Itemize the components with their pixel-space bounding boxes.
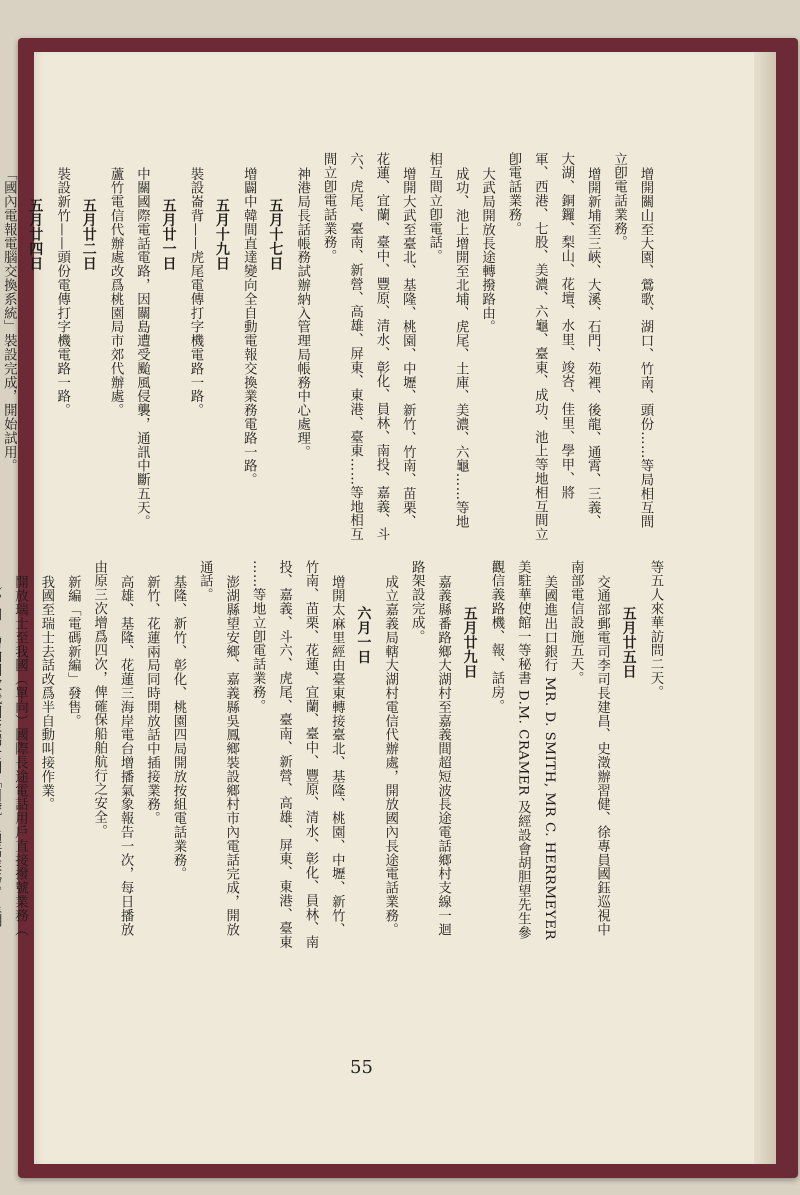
text-column: 成功、池上增開至北埔、虎尾、土庫、美濃、六龜……等地 bbox=[453, 167, 469, 529]
text-column: 交通部郵電司李司長建昌、史澂辦習健、徐專員國鈺巡視中 bbox=[594, 575, 610, 937]
text-column: 增開新埔至三峽、大溪、石門、苑裡、後龍、通霄、三義、 bbox=[585, 167, 601, 529]
text-column: 新編「電碼新編」發售。 bbox=[65, 575, 81, 728]
text-column: 等五人來華訪問二天。 bbox=[648, 560, 663, 699]
date-heading: 五月廿九日 bbox=[461, 606, 478, 679]
text-column: 竹南、苗栗、花蓮、宜蘭、臺中、豐原、清水、彰化、員林、南 bbox=[302, 560, 318, 950]
text-column: 高雄、基隆、花蓮三海岸電台增播氣象報告一次，每日播放 bbox=[118, 575, 134, 937]
text-column: 澎湖縣望安鄉、嘉義縣吳鳳鄉裝設鄉村市內電話完成，開放 bbox=[223, 575, 239, 937]
text-column: 增開太麻里經由臺東轉接臺北、基隆、桃園、中壢、新竹、 bbox=[329, 575, 345, 937]
text-column: 大武局開放長途轉撥路由。 bbox=[479, 167, 495, 334]
text-column: 裝設新竹——頭份電傳打字機電路一路。 bbox=[54, 167, 70, 418]
text-column: 神港局長話帳務試辦納入管理局帳務中心處理。 bbox=[294, 167, 310, 459]
top-text-block bbox=[1, 152, 653, 622]
date-heading: 六月一日 bbox=[355, 606, 372, 664]
text-column: 嘉義縣番路鄉大湖村至嘉義間超短波長途電話鄉村支線一迴 bbox=[435, 575, 451, 937]
text-column: 立卽電話業務。 bbox=[611, 152, 627, 250]
page-number: 55 bbox=[350, 1057, 373, 1078]
text-column: ……等地立卽電話業務。 bbox=[250, 560, 266, 713]
text-column: 中關國際電話電路，因關島遭受颱風侵襲，通訊中斷五天。 bbox=[134, 167, 150, 529]
text-column: 新竹、花蓮兩局同時開放話中插接業務。 bbox=[144, 575, 160, 826]
text-column: 蘆竹電信代辦處改爲桃園局市郊代辦處。 bbox=[108, 167, 124, 418]
text-column: 南部電信設施五天。 bbox=[568, 560, 584, 686]
date-heading: 五月廿二日 bbox=[80, 198, 97, 271]
text-column: 間立卽電話業務。 bbox=[321, 152, 337, 264]
text-column: 路架設完成。 bbox=[409, 560, 425, 644]
text-column: 花蓮、宜蘭、臺中、豐原、清水、彰化、員林、南投、嘉義、斗 bbox=[373, 152, 389, 542]
text-column: 裝設崙背——虎尾電傳打字機電路一路。 bbox=[187, 167, 203, 418]
text-column: 開放瑞士至我國（單向）國際長途電話用戶直接撥號業務（ bbox=[12, 575, 28, 937]
text-column: 通話。 bbox=[197, 560, 213, 602]
text-column: 美駐華使館一等秘書 D.M. CRAMER 及經設會胡胆望先生參 bbox=[515, 560, 531, 940]
page-gutter bbox=[754, 52, 776, 1164]
text-column: 「國內電報電腦交換系統」裝設完成，開始試用。 bbox=[1, 167, 17, 473]
date-heading: 五月十七日 bbox=[267, 198, 284, 271]
text-column: 六、虎尾、臺南、新營、高雄、屏東、東港、臺東……等地相互 bbox=[347, 152, 363, 542]
text-column: 大湖、銅鑼、梨山、花壇、水里、竣峇、佳里、學甲、將 bbox=[558, 152, 574, 500]
text-column: 觀信義路機、報、話房。 bbox=[488, 560, 504, 713]
text-column: 軍、西港、七股、美濃、六龜、臺東、成功、池上等地相互間立 bbox=[532, 152, 548, 542]
date-heading: 五月廿四日 bbox=[27, 198, 44, 271]
text-column: 投、嘉義、斗六、虎尾、臺南、新營、高雄、屏東、東港、臺東 bbox=[276, 560, 292, 950]
text-column: 卽電話業務。 bbox=[505, 152, 521, 236]
text-column: 增開關山至大園、鶯歌、湖口、竹南、頭份……等局相互間 bbox=[638, 167, 653, 529]
date-heading: 五月十九日 bbox=[213, 198, 230, 271]
text-column: 由原三次增爲四次，俾確保船舶航行之安全。 bbox=[91, 560, 107, 838]
date-heading: 五月廿五日 bbox=[620, 606, 637, 679]
date-heading: 五月廿一日 bbox=[160, 198, 177, 271]
text-column: 增開大武至臺北、基隆、桃園、中壢、新竹、竹南、苗栗、 bbox=[400, 167, 416, 529]
text-column: 我國至瑞士去話改爲半自動叫接作業。 bbox=[38, 575, 54, 812]
bottom-text-block bbox=[12, 560, 663, 1050]
text-column: 增闢中韓間直達變向全自動電報交換業務電路一路。 bbox=[241, 167, 257, 487]
text-column: 成立嘉義局轄大湖村電信代辦處，開放國內長途電話業務。 bbox=[382, 575, 398, 937]
text-column: 相互間立卽電話。 bbox=[426, 152, 442, 264]
text-column: 美國進出口銀行 MR. D. SMITH, MR C. HERRMEYER bbox=[541, 575, 557, 941]
text-column: 基隆、新竹、彰化、桃園四局開放按組電話業務。 bbox=[170, 575, 186, 881]
